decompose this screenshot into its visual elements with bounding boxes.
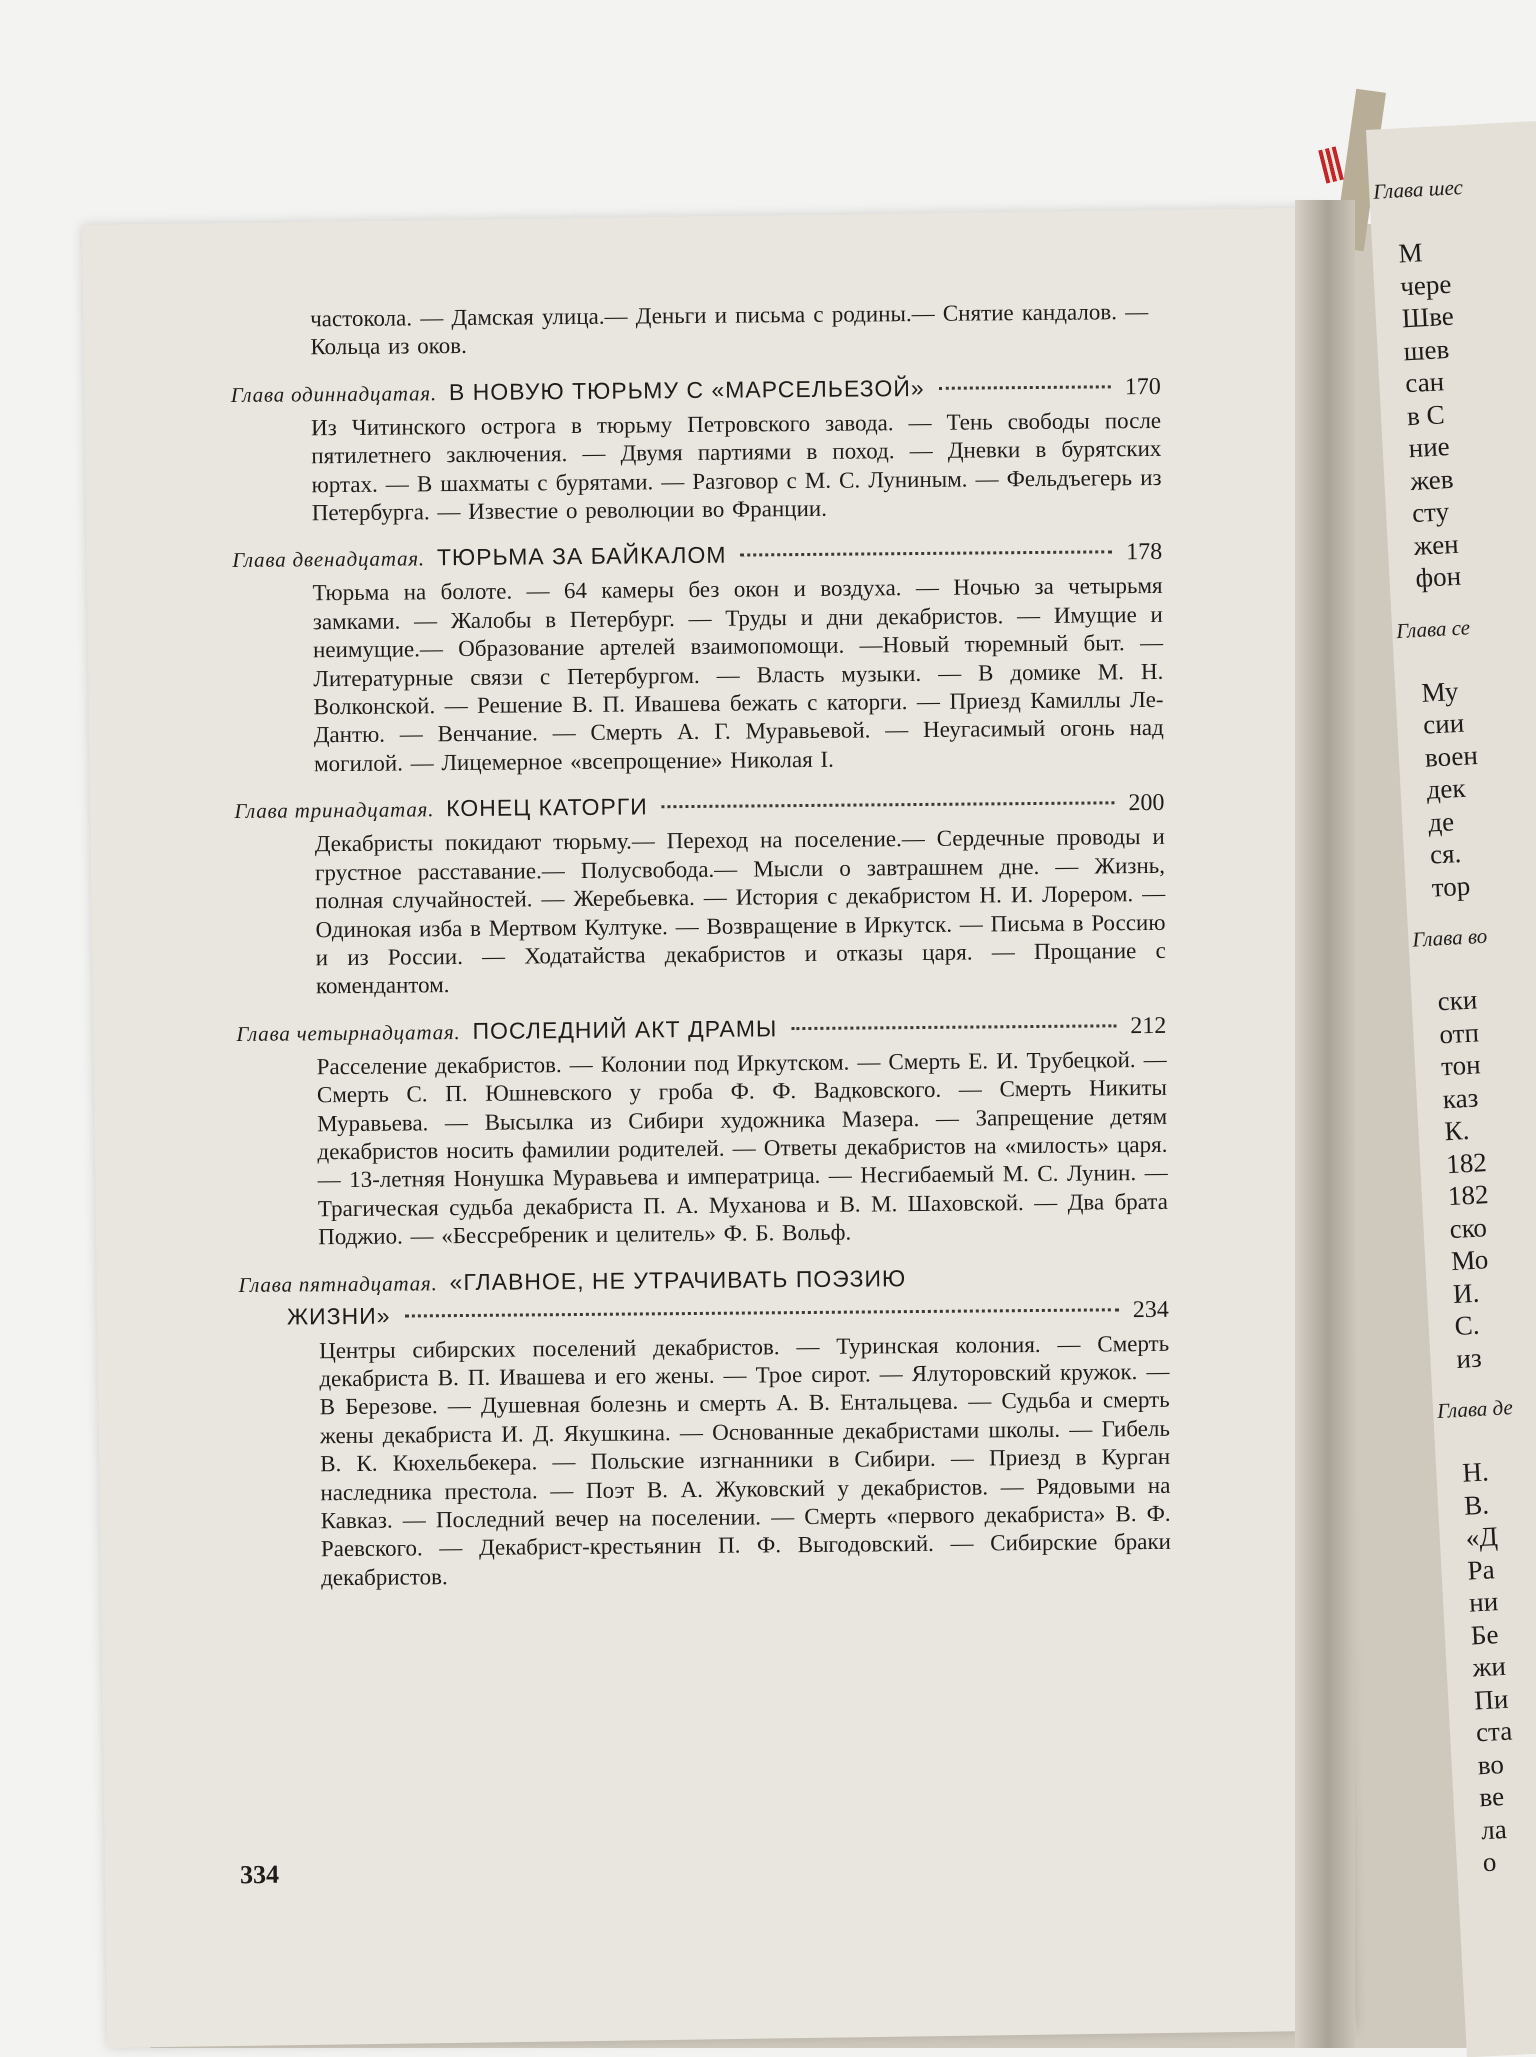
continuation-text: частокола. — Дамская улица.— Деньги и письма с родины.— Снятие кандалов. — Кольца из оков. bbox=[310, 298, 1149, 360]
chapter-summary: Тюрьма на болоте. — 64 камеры без окон и воздуха. — Ночью за четырьмя замками. — Жалобы в Петербург. — Труды и дни декабристов. — Имущие и неимущие.— Образование артелей взаимопомощи. —Новый тюремный быт. — Литературные связи с Петербургом. — Власть музыки. — В домике М. Н. Волконской. — Решение В. П. Ивашева бежать с каторги. — Приезд Камиллы Ле-Дантю. — Венчание. — Смерть А. Г. Муравьевой. — Неугасимый огонь над могилой. — Лицемерное «всепрощение» Николая I. bbox=[312, 573, 1164, 777]
right-page-text-fragment: ски bbox=[1436, 984, 1478, 1017]
right-page-text-fragment: Мо bbox=[1450, 1244, 1489, 1277]
right-page-text-fragment: Ра bbox=[1466, 1553, 1496, 1586]
right-page-text-fragment: 182 bbox=[1447, 1179, 1490, 1212]
right-page-text-fragment: дек bbox=[1425, 772, 1467, 805]
dot-leader bbox=[791, 1024, 1116, 1030]
right-page-chapter-fragment: Глава де bbox=[1436, 1395, 1514, 1424]
right-page-text-fragment: каз bbox=[1442, 1081, 1479, 1114]
right-page-text-fragment: де bbox=[1427, 805, 1455, 838]
right-page-text-fragment: тор bbox=[1430, 870, 1471, 903]
right-page-text-fragment: Му bbox=[1420, 675, 1460, 708]
right-page-text-fragment: ско bbox=[1448, 1211, 1488, 1244]
right-page-text-fragment: отп bbox=[1438, 1016, 1480, 1049]
right-page-text-fragment: ни bbox=[1468, 1586, 1499, 1618]
chapter-title: КОНЕЦ КАТОРГИ bbox=[446, 793, 648, 822]
right-page-text-fragment: ние bbox=[1407, 431, 1451, 464]
right-page-text-fragment: о bbox=[1482, 1846, 1498, 1878]
right-page-text-fragment: жен bbox=[1413, 528, 1460, 561]
right-page-text-fragment: из bbox=[1455, 1342, 1483, 1374]
chapter-entry-13 bbox=[234, 789, 1166, 1002]
right-page-text-fragment: И. bbox=[1452, 1277, 1481, 1309]
chapter-label: Глава двенадцатая. bbox=[232, 546, 426, 573]
right-page-text-fragment: жев bbox=[1409, 463, 1455, 496]
dot-leader bbox=[939, 385, 1111, 390]
chapter-title: «ГЛАВНОЕ, НЕ УТРАЧИВАТЬ ПОЭЗИЮ bbox=[449, 1264, 907, 1295]
right-page-text-fragment: тон bbox=[1440, 1049, 1482, 1082]
table-of-contents bbox=[230, 292, 1171, 1593]
chapter-page-number: 178 bbox=[1126, 539, 1163, 566]
right-page-text-fragment: сии bbox=[1422, 707, 1465, 740]
right-page-text-fragment: сан bbox=[1404, 366, 1445, 399]
chapter-entry-11 bbox=[231, 373, 1162, 529]
right-page-text-fragment: во bbox=[1476, 1748, 1505, 1780]
chapter-title-continued: ЖИЗНИ» bbox=[286, 1302, 391, 1330]
right-page-text-fragment: 182 bbox=[1445, 1146, 1488, 1179]
chapter-entry-15 bbox=[238, 1262, 1171, 1593]
right-page-text-fragment: М bbox=[1397, 237, 1424, 269]
chapter-summary: Расселение декабристов. — Колонии под Иркутском. — Смерть Е. И. Трубецкой. — Смерть С. П. Юшневского у гроба Ф. Ф. Вадковского. — Смерть Никиты Муравьева. — Высылка из Сибири художника Мазера. — Запрещение детям декабристов носить фамилии родителей. — Ответы декабристов на «милость» царя. — 13-летняя Нонушка Муравьева и императрица. — Несгибаемый М. С. Лунин. — Трагическая судьба декабриста П. А. Муханова и В. М. Шаховской. — Два брата Поджио. — «Бессребреник и целитель» Ф. Б. Вольф. bbox=[316, 1046, 1169, 1250]
right-page-text-fragment: Бе bbox=[1470, 1618, 1500, 1651]
right-page-text-fragment: ве bbox=[1478, 1781, 1505, 1813]
right-page-text-fragment: ста bbox=[1475, 1715, 1513, 1748]
dot-leader bbox=[662, 802, 1115, 809]
dot-leader bbox=[740, 551, 1112, 557]
chapter-heading bbox=[236, 1012, 1166, 1048]
right-page-text-fragment: чере bbox=[1399, 268, 1452, 301]
chapter-title: В НОВУЮ ТЮРЬМУ С «МАРСЕЛЬЕЗОЙ» bbox=[448, 374, 925, 405]
right-page-text-fragment: фон bbox=[1414, 560, 1462, 594]
chapter-page-number: 170 bbox=[1124, 373, 1161, 401]
right-page-text-fragment: В. bbox=[1463, 1488, 1490, 1521]
right-page-chapter-fragment: Глава шес bbox=[1372, 175, 1464, 204]
chapter-entry-12 bbox=[232, 538, 1164, 779]
right-page-text-fragment: Н. bbox=[1461, 1456, 1490, 1488]
chapter-heading-continued bbox=[287, 1295, 1169, 1331]
right-page-text-fragment: жи bbox=[1471, 1650, 1507, 1683]
chapter-summary: Из Читинского острога в тюрьму Петровского завода. — Тень свободы после пятилетнего заключения. — Двумя партиями в поход. — Дневки в бурятских юртах. — В шахматы с бурятами. — Разговор с М. С. Луниным. — Фельдъегерь из Петербурга. — Известие о революции во Франции. bbox=[311, 407, 1162, 526]
page-gutter bbox=[1295, 200, 1355, 2048]
chapter-label: Глава четырнадцатая. bbox=[236, 1019, 461, 1046]
page-folio-number: 334 bbox=[239, 1859, 280, 1890]
chapter-page-number: 234 bbox=[1132, 1296, 1169, 1323]
chapter-heading bbox=[232, 538, 1162, 574]
chapter-summary: Декабристы покидают тюрьму.— Переход на поселение.— Сердечные проводы и грустное расставание.— Полусвобода.— Мысли о завтрашнем дне. — Жизнь, полная случайностей. — Жеребьевка. — История с декабристом Н. И. Лорером. — Одинокая изба в Мертвом Култуке. — Возвращение в Иркутск. — Письма в Россию и из России. — Ходатайства декабристов и отказы царя. — Прощание с комендантом. bbox=[314, 824, 1166, 999]
right-page-text-fragment: К. bbox=[1443, 1114, 1471, 1147]
chapter-heading bbox=[238, 1262, 1168, 1297]
chapter-page-number: 200 bbox=[1128, 790, 1165, 817]
right-page-text-fragment: сту bbox=[1411, 496, 1450, 529]
right-page-text-fragment: Шве bbox=[1401, 300, 1455, 334]
right-page-text-fragment: шев bbox=[1402, 333, 1450, 366]
bookmark-ribbon bbox=[1318, 146, 1344, 183]
right-page-text-fragment: ся. bbox=[1429, 838, 1462, 870]
right-page-text-fragment: С. bbox=[1453, 1309, 1481, 1341]
chapter-label: Глава тринадцатая. bbox=[234, 797, 435, 824]
dot-leader bbox=[404, 1308, 1118, 1317]
right-page-chapter-fragment: Глава во bbox=[1411, 923, 1488, 952]
chapter-label: Глава одиннадцатая. bbox=[230, 381, 438, 407]
right-page-text-fragment: ла bbox=[1480, 1813, 1508, 1845]
chapter-title: ТЮРЬМА ЗА БАЙКАЛОМ bbox=[436, 542, 727, 571]
chapter-label: Глава пятнадцатая. bbox=[238, 1270, 438, 1297]
right-page-text-fragment: «Д bbox=[1465, 1521, 1499, 1553]
chapter-heading bbox=[234, 789, 1164, 825]
right-page-chapter-fragment: Глава се bbox=[1395, 614, 1471, 643]
chapter-page-number: 212 bbox=[1130, 1012, 1167, 1039]
chapter-summary: Центры сибирских поселений декабристов. — Туринская колония. — Смерть декабриста В. П. Ивашева и его жены. — Трое сирот. — Ялуторовский кружок. — В Березове. — Душевная болезнь и смерть А. В. Ентальцева. — Судьба и смерть жены декабриста И. Д. Якушкина. — Основанные декабристами школы. — Гибель В. К. Кюхельбекера. — Польские изгнанники в Сибири. — Приезд в Курган наследника престола. — Поэт В. А. Жуковский у декабристов. — Рядовыми на Кавказ. — Последний вечер на поселении. — Смерть «первого декабриста» В. Ф. Раевского. — Декабрист-крестьянин П. Ф. Выгодовский. — Сибирские браки декабристов. bbox=[319, 1330, 1171, 1591]
right-page-text-fragment: в С bbox=[1406, 398, 1446, 431]
chapter-heading bbox=[231, 373, 1161, 409]
chapter-entry-14 bbox=[236, 1012, 1168, 1253]
right-page-text-fragment: Пи bbox=[1473, 1683, 1510, 1715]
right-page-text-fragment: воен bbox=[1424, 739, 1479, 773]
chapter-title: ПОСЛЕДНИЙ АКТ ДРАМЫ bbox=[472, 1014, 778, 1044]
